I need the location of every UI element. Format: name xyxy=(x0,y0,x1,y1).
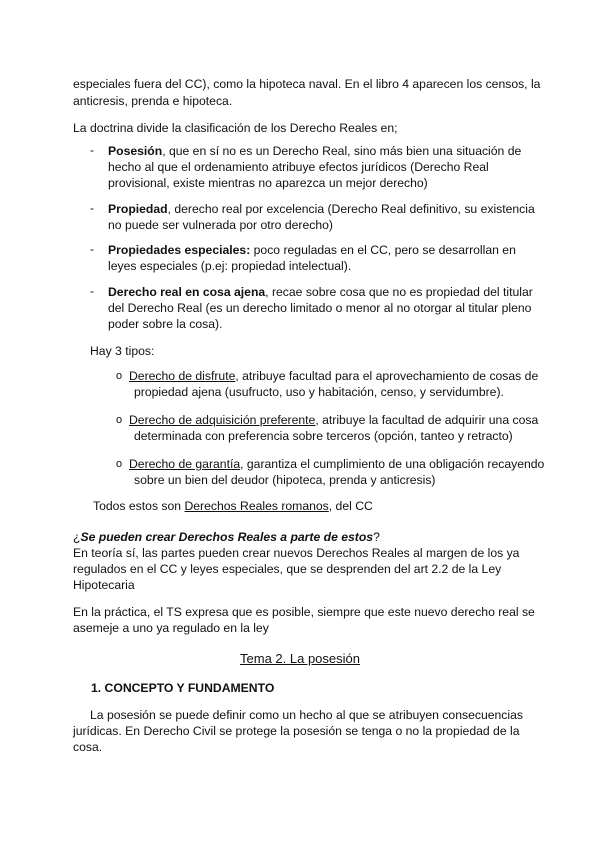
classification-intro: La doctrina divide la clasificación de los Derecho Reales en; xyxy=(73,121,398,135)
types-intro: Hay 3 tipos: xyxy=(90,344,155,358)
definition-line-3: cosa. xyxy=(73,740,103,754)
intro-line-1: especiales fuera del CC), como la hipoteca naval. En el libro 4 aparecen los censos, la xyxy=(73,77,541,91)
section-heading: 1. CONCEPTO Y FUNDAMENTO xyxy=(91,681,275,695)
term: Derecho real en cosa ajena xyxy=(108,285,266,299)
circle-bullet-icon: o xyxy=(116,414,123,426)
type-item-line: sobre un bien del deudor (hipoteca, prenda y anticresis) xyxy=(134,473,436,487)
type-item-line: determinada con preferencia sobre terceros (opción, tanteo y retracto) xyxy=(134,429,513,443)
practice-line-2: asemeje a uno ya regulado en la ley xyxy=(73,621,269,635)
roman-rights-sentence: Todos estos son Derechos Reales romanos, del CC xyxy=(93,499,373,513)
term: Posesión xyxy=(108,144,163,158)
circle-bullet-icon: o xyxy=(116,458,123,470)
list-dash: - xyxy=(90,143,95,157)
list-item-derecho-real-cosa-ajena: Derecho real en cosa ajena, recae sobre cosa que no es propiedad del titular xyxy=(108,285,533,299)
type-item-garantia: Derecho de garantía, garantiza el cumplimiento de una obligación recayendo xyxy=(129,457,545,471)
question-heading: ¿Se pueden crear Derechos Reales a parte de estos? xyxy=(73,530,380,544)
term: Propiedad xyxy=(108,202,168,216)
list-item-line: poder sobre la cosa). xyxy=(108,317,223,331)
list-dash: - xyxy=(90,284,95,298)
topic-title-wrap xyxy=(0,651,600,666)
circle-bullet-icon: o xyxy=(116,370,123,382)
type-item-line: propiedad ajena (usufructo, uso y habitación, censo, y servidumbre). xyxy=(134,385,504,399)
list-item-line: leyes especiales (p.ej: propiedad intelectual). xyxy=(108,259,352,273)
list-item-propiedades-especiales: Propiedades especiales: poco reguladas en el CC, pero se desarrollan en xyxy=(108,243,516,257)
list-item-propiedad: Propiedad, derecho real por excelencia (Derecho Real definitivo, su existencia xyxy=(108,202,535,216)
topic-title: Tema 2. La posesión xyxy=(240,651,360,666)
type-item-disfrute: Derecho de disfrute, atribuye facultad para el aprovechamiento de cosas de xyxy=(129,369,539,383)
list-dash: - xyxy=(90,242,95,256)
list-item-line: provisional, existe mientras no aparezca un mejor derecho) xyxy=(108,176,428,190)
list-dash: - xyxy=(90,201,95,215)
term: Derecho de disfrute xyxy=(129,369,236,383)
roman-rights-term: Derechos Reales romanos xyxy=(184,499,329,513)
theory-line-3: Hipotecaria xyxy=(73,578,135,592)
term: Propiedades especiales: xyxy=(108,243,251,257)
theory-line-1: En teoría sí, las partes pueden crear nuevos Derechos Reales al margen de los ya xyxy=(73,546,520,560)
type-item-adquisicion-preferente: Derecho de adquisición preferente, atribuye la facultad de adquirir una cosa xyxy=(129,413,539,427)
list-item-line: no puede ser vulnerada por otro derecho) xyxy=(108,218,333,232)
practice-line-1: En la práctica, el TS expresa que es posible, siempre que este nuevo derecho real se xyxy=(73,605,535,619)
definition-line-2: jurídicas. En Derecho Civil se protege la posesión se tenga o no la propiedad de la xyxy=(73,724,520,738)
term: Derecho de adquisición preferente xyxy=(129,413,316,427)
intro-line-2: anticresis, prenda e hipoteca. xyxy=(73,94,233,108)
term: Derecho de garantía xyxy=(129,457,241,471)
theory-line-2: regulados en el CC y leyes especiales, que se desprenden del art 2.2 de la Ley xyxy=(73,562,502,576)
list-item-line: hecho al que el ordenamiento atribuye efectos jurídicos (Derecho Real xyxy=(108,160,489,174)
definition-line-1: La posesión se puede definir como un hecho al que se atribuyen consecuencias xyxy=(90,708,523,722)
list-item-posesion: Posesión, que en sí no es un Derecho Real, sino más bien una situación de xyxy=(108,144,522,158)
list-item-line: del Derecho Real (es un derecho limitado o menor al no otorgar al titular pleno xyxy=(108,301,532,315)
